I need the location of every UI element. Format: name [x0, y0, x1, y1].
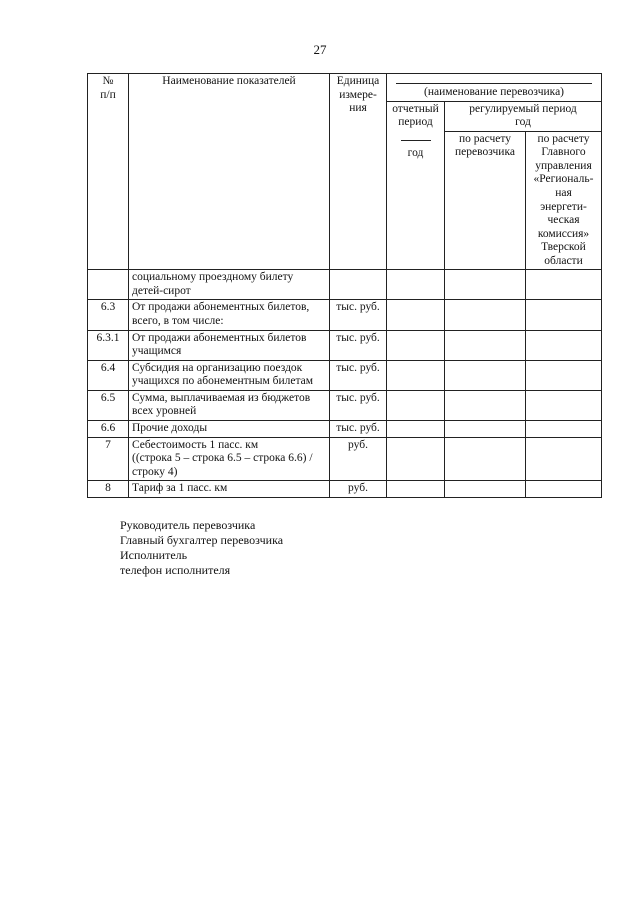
- row-num: [88, 270, 129, 300]
- header-unit: Единица измере- ния: [330, 74, 387, 270]
- row-value-reporting: [387, 420, 445, 437]
- row-value-reporting: [387, 330, 445, 360]
- row-value-by-carrier: [445, 270, 526, 300]
- row-name: От продажи абонементных билетов, всего, в том числе:: [129, 300, 330, 330]
- row-name: Тариф за 1 пасс. км: [129, 481, 330, 498]
- row-name: Себестоимость 1 пасс. км ((строка 5 – строка 6.5 – строка 6.6) / строку 4): [129, 437, 330, 481]
- row-num: 7: [88, 437, 129, 481]
- row-value-by-carrier: [445, 481, 526, 498]
- reporting-period-label: отчетный период: [392, 102, 439, 129]
- row-name: Сумма, выплачиваемая из бюджетов всех уровней: [129, 390, 330, 420]
- table-header-row: [88, 74, 602, 102]
- row-value-by-carrier: [445, 360, 526, 390]
- row-value-reporting: [387, 270, 445, 300]
- row-unit: тыс. руб.: [330, 330, 387, 360]
- table-row: [88, 390, 602, 420]
- row-value-by-rek: [526, 420, 602, 437]
- header-reporting-period: [387, 101, 445, 270]
- row-value-by-rek: [526, 481, 602, 498]
- row-value-by-rek: [526, 300, 602, 330]
- row-value-by-rek: [526, 270, 602, 300]
- row-unit: [330, 270, 387, 300]
- signatures-block: [120, 518, 283, 578]
- row-value-by-rek: [526, 437, 602, 481]
- indicators-table: [87, 73, 602, 498]
- reporting-year-label: год: [407, 147, 424, 160]
- row-value-reporting: [387, 481, 445, 498]
- row-name: Субсидия на организацию поездок учащихся по абонементным билетам: [129, 360, 330, 390]
- header-by-carrier: по расчету перевозчика: [445, 131, 526, 270]
- row-value-by-carrier: [445, 420, 526, 437]
- table-row: [88, 437, 602, 481]
- row-name: социальному проездному билету детей-сирот: [129, 270, 330, 300]
- row-value-by-rek: [526, 390, 602, 420]
- row-value-by-rek: [526, 360, 602, 390]
- header-by-rek: по расчету Главного управления «Региональ- ная энергети- ческая комиссия» Тверской области: [526, 131, 602, 270]
- row-unit: тыс. руб.: [330, 390, 387, 420]
- row-num: 8: [88, 481, 129, 498]
- row-num: 6.6: [88, 420, 129, 437]
- row-value-reporting: [387, 390, 445, 420]
- table-row: [88, 420, 602, 437]
- row-num: 6.4: [88, 360, 129, 390]
- row-unit: руб.: [330, 481, 387, 498]
- row-unit: руб.: [330, 437, 387, 481]
- row-value-by-carrier: [445, 300, 526, 330]
- signature-line: Главный бухгалтер перевозчика: [120, 533, 284, 547]
- row-unit: тыс. руб.: [330, 420, 387, 437]
- table-row: [88, 330, 602, 360]
- table-row: [88, 270, 602, 300]
- row-num: 6.5: [88, 390, 129, 420]
- row-value-reporting: [387, 437, 445, 481]
- row-num: 6.3: [88, 300, 129, 330]
- row-unit: тыс. руб.: [330, 360, 387, 390]
- row-unit: тыс. руб.: [330, 300, 387, 330]
- row-name: От продажи абонементных билетов учащимся: [129, 330, 330, 360]
- header-name: Наименование показателей: [129, 74, 330, 270]
- row-value-by-rek: [526, 330, 602, 360]
- signature-line: телефон исполнителя: [120, 563, 231, 577]
- header-regulated-period: регулируемый период год: [445, 101, 602, 131]
- row-value-reporting: [387, 360, 445, 390]
- row-value-reporting: [387, 300, 445, 330]
- signature-line: Исполнитель: [120, 548, 188, 562]
- header-carrier-cell: [387, 74, 602, 102]
- signature-line: Руководитель перевозчика: [120, 518, 256, 532]
- carrier-name-blank-line: [396, 75, 592, 84]
- row-value-by-carrier: [445, 390, 526, 420]
- row-value-by-carrier: [445, 437, 526, 481]
- table-row: [88, 300, 602, 330]
- page-number: 27: [313, 42, 327, 57]
- table-row: [88, 481, 602, 498]
- row-num: 6.3.1: [88, 330, 129, 360]
- header-num: № п/п: [88, 74, 129, 270]
- row-value-by-carrier: [445, 330, 526, 360]
- header-carrier: (наименование перевозчика): [424, 86, 565, 98]
- year-blank-line: [401, 140, 431, 141]
- row-name: Прочие доходы: [129, 420, 330, 437]
- table-row: [88, 360, 602, 390]
